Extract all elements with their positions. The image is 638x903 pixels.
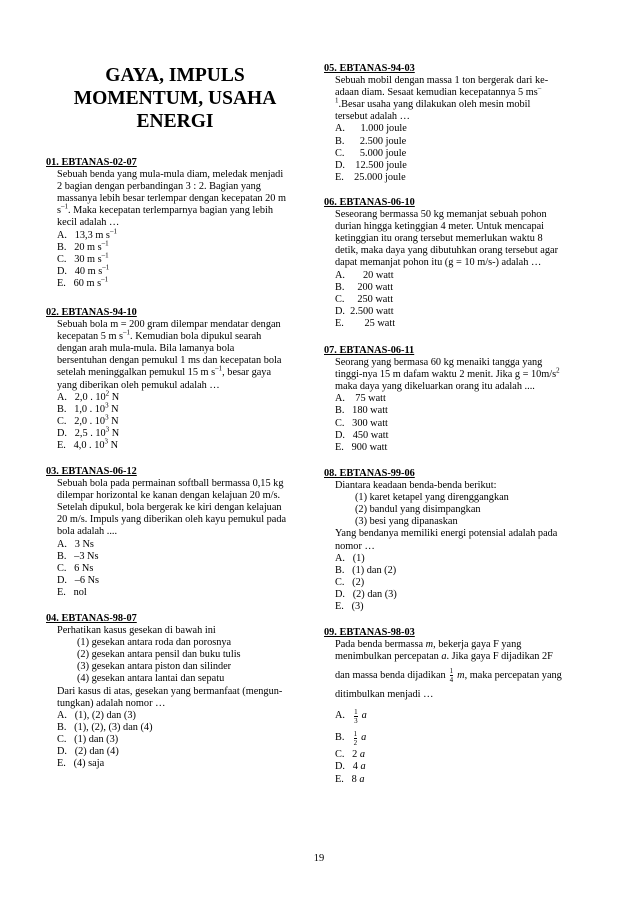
question-text [324,209,586,269]
option-d: D. 4 a [335,761,366,773]
option-b: B. 20 m $s^{-1}$ [57,239,109,253]
question-header: 08. EBTANAS-99-06 [324,468,415,479]
answer-options [46,227,304,290]
title-line-1: GAYA, IMPULS [105,65,245,86]
answer-options [46,389,304,452]
option-c: C. 30 m $s^{-1}$ [57,251,109,265]
text-line: Sebuah bola pada permainan softball bermassa 0,15 kg [57,478,284,490]
option-e: E. 25 watt [335,317,396,329]
state-list [324,492,586,528]
question-text [46,319,304,392]
option-a: A. 75 watt [335,393,386,405]
fraction: $\frac{1}{2}$ [353,729,358,747]
answer-options [324,393,586,453]
question-02 [46,307,304,452]
question-header: 07. EBTANAS-06-11 [324,345,415,356]
text-line: kecil adalah … [57,217,120,229]
question-04 [46,613,304,770]
question-text [324,75,586,123]
answer-options [46,710,304,770]
option-c: C. 6 Ns [57,562,94,574]
question-01 [46,157,304,290]
question-text [46,686,304,710]
question-07 [324,345,586,454]
answer-options [324,123,586,183]
option-e: E. (3) [335,601,364,613]
answer-options [324,270,586,330]
question-header: 02. EBTANAS-94-10 [46,307,137,318]
text-line: kecepatan 5 m $s^{-1}$. Kemudian bola dipukul searah [57,328,262,343]
question-08 [324,468,586,613]
answer-options [324,705,586,785]
case-item: (1) gesekan antara roda dan porosnya [77,637,232,649]
text-line: detik, maka daya yang dibutuhkan orang tersebut agar [335,245,559,257]
case-item: (2) gesekan antara pensil dan buku tulis [77,649,241,661]
text-line: 2 bagian dengan perbandingan 3 : 2. Bagian yang [57,181,261,193]
answer-options [324,553,586,613]
option-c: C. 300 watt [335,417,388,429]
text-line: Yang bendanya memiliki energi potensial adalah pada [335,528,558,540]
option-e: E. 4,0 . $10^3$ N [57,437,119,452]
option-b: B. (1), (2), (3) dan (4) [57,721,153,733]
page-title [46,64,304,133]
case-item: (3) gesekan antara piston dan silinder [77,661,232,673]
text-line: Seorang yang bermasa 60 kg menaiki tangga yang [335,357,543,369]
option-d: D. 40 m $s^{-1}$ [57,263,110,277]
option-a: A. 20 watt [335,269,394,281]
text-line: 20 m/s. Impuls yang diberikan oleh kayu pemukul pada [57,514,287,526]
option-c: C. 5.000 joule [335,147,407,159]
text-line: dilempar horizontal ke kanan dengan kelajuan 20 m/s. [57,490,281,502]
text-line: maka daya yang dikeluarkan orang itu adalah .... [335,381,535,393]
text-line: tersebut adalah … [335,111,410,123]
question-text [324,639,586,701]
option-c: C. (1) dan (3) [57,733,119,745]
option-a: A. 13,3 m $s^{-1}$ [57,227,117,241]
option-b: B. 1,0 . $10^3$ N [57,401,119,415]
option-c: C. 2,0 . $10^3$ N [57,413,119,427]
option-b: B. (1) dan (2) [335,564,397,576]
text-line: tungkan) adalah nomor … [57,697,166,709]
option-e: E. 8 a [335,773,365,785]
text-line: Setelah dipukul, bola bergerak ke kiri dengan kelajuan [57,502,282,514]
option-e: E. 25.000 joule [335,171,406,183]
question-text [324,528,586,552]
question-header: 05. EBTANAS-94-03 [324,63,415,74]
page-number: 19 [313,853,325,864]
text-line: tinggi-nya 15 m dafam waktu 2 menit. Jika $g = 10m/s^2$ [335,366,560,381]
question-09 [324,627,586,786]
option-b: B. 180 watt [335,405,388,417]
text-line: Sebuah benda yang mula-mula diam, meledak menjadi [57,169,284,181]
option-d: D. 2.500 watt [335,305,394,317]
text-line: yang diberikan oleh pemukul adalah … [57,379,220,391]
text-line: Sebuah bola m = 200 gram dilempar mendatar dengan [57,319,281,331]
option-a: A. (1) [335,552,365,564]
text-line: menimbulkan percepatan a. Jika gaya F dijadikan 2F [335,651,553,663]
state-item: (2) bandul yang disimpangkan [355,504,481,516]
question-text [46,169,304,229]
text-line: nomor … [335,540,375,552]
text-line: ditimbulkan menjadi … [335,689,434,701]
question-06 [324,197,586,330]
option-e: E. (4) saja [57,758,105,770]
text-line: adaan diam. Sesaat kemudian kecepatannya 5 ms– [335,84,542,99]
question-header: 04. EBTANAS-98-07 [46,613,137,624]
text-line: Pada benda bermassa m, bekerja gaya F yang [335,639,522,651]
option-a: A. $\frac{1}{3}$ a [335,707,367,725]
option-e: E. nol [57,586,87,598]
text-line: $^1$.Besar usaha yang dilakukan oleh mesin mobil [335,96,531,111]
option-d: D. 450 watt [335,429,389,441]
title-line-2: MOMENTUM, USAHA [73,88,277,109]
question-text [324,357,586,393]
text-line: $s^{-1}$. Maka kecepatan terlemparnya bagian yang lebih [57,202,274,217]
text-line: dengan arah mula-mula. Bila lamanya bola [57,343,235,355]
question-05 [324,63,586,184]
option-c: C. 2 a [335,749,366,761]
fraction: $\frac{1}{3}$ [354,707,358,725]
question-header: 06. EBTANAS-06-10 [324,197,415,208]
question-header: 03. EBTANAS-06-12 [46,466,137,477]
option-b: B. –3 Ns [57,550,99,562]
text-line: bola adalah .... [57,526,118,538]
state-item: (1) karet ketapel yang direnggangkan [355,492,509,504]
question-header: 09. EBTANAS-98-03 [324,627,415,638]
case-item: (4) gesekan antara lantai dan sepatu [77,673,225,685]
option-a: A. 3 Ns [57,538,94,550]
option-b: B. 2.500 joule [335,135,407,147]
question-intro: Perhatikan kasus gesekan di bawah ini [57,625,216,637]
text-line: dapat memanjat pohon itu (g = 10 m/s-) adalah … [335,257,542,269]
fraction: $\frac{1}{4}$ [449,667,454,685]
text-line: Dari kasus di atas, gesekan yang bermanfaat (mengun- [57,685,283,697]
state-item: (3) besi yang dipanaskan [355,516,458,528]
option-a: A. 2,0 . $10^2$ N [57,389,120,403]
text-line: dan massa benda dijadikan $\frac{1}{4}$ m, maka percepatan yang [335,667,562,685]
text-line: Seseorang bermassa 50 kg memanjat sebuah pohon [335,209,547,221]
question-text [46,478,304,538]
option-d: D. (2) dan (4) [57,746,119,758]
option-a: A. 1.000 joule [335,123,407,135]
text-line: durian hingga ketinggian 4 meter. Untuk mencapai [335,221,545,233]
option-b: B. $\frac{1}{2}$ a [335,729,367,747]
option-e: E. 900 watt [335,441,388,453]
title-line-3: ENERGI [136,111,214,132]
option-c: C. 250 watt [335,293,394,305]
text-line: massanya lebih besar terlempar dengan kecepatan 20 m [57,193,287,205]
text-line: ketinggian itu orang tersebut memerlukan waktu 8 [335,233,543,245]
option-c: C. (2) [335,576,365,588]
option-b: B. 200 watt [335,281,394,293]
answer-options [46,539,304,599]
option-a: A. (1), (2) dan (3) [57,709,136,721]
text-line: Sebuah mobil dengan massa 1 ton bergerak dari ke- [335,75,549,87]
question-header: 01. EBTANAS-02-07 [46,157,137,168]
option-e: E. 60 m $s^{-1}$ [57,275,109,289]
case-list [46,637,304,685]
question-03 [46,466,304,599]
question-intro: Diantara keadaan benda-benda berikut: [335,480,497,492]
option-d: D. –6 Ns [57,574,100,586]
option-d: D. 2,5 . $10^3$ N [57,425,120,439]
text-line: setelah meninggalkan pemukul 15 m $s^{-1}$, besar gaya [57,365,272,379]
option-d: D. (2) dan (3) [335,588,397,600]
option-d: D. 12.500 joule [335,159,407,171]
text-line: bersentuhan dengan pemukul 1 ms dan kecepatan bola [57,355,282,367]
